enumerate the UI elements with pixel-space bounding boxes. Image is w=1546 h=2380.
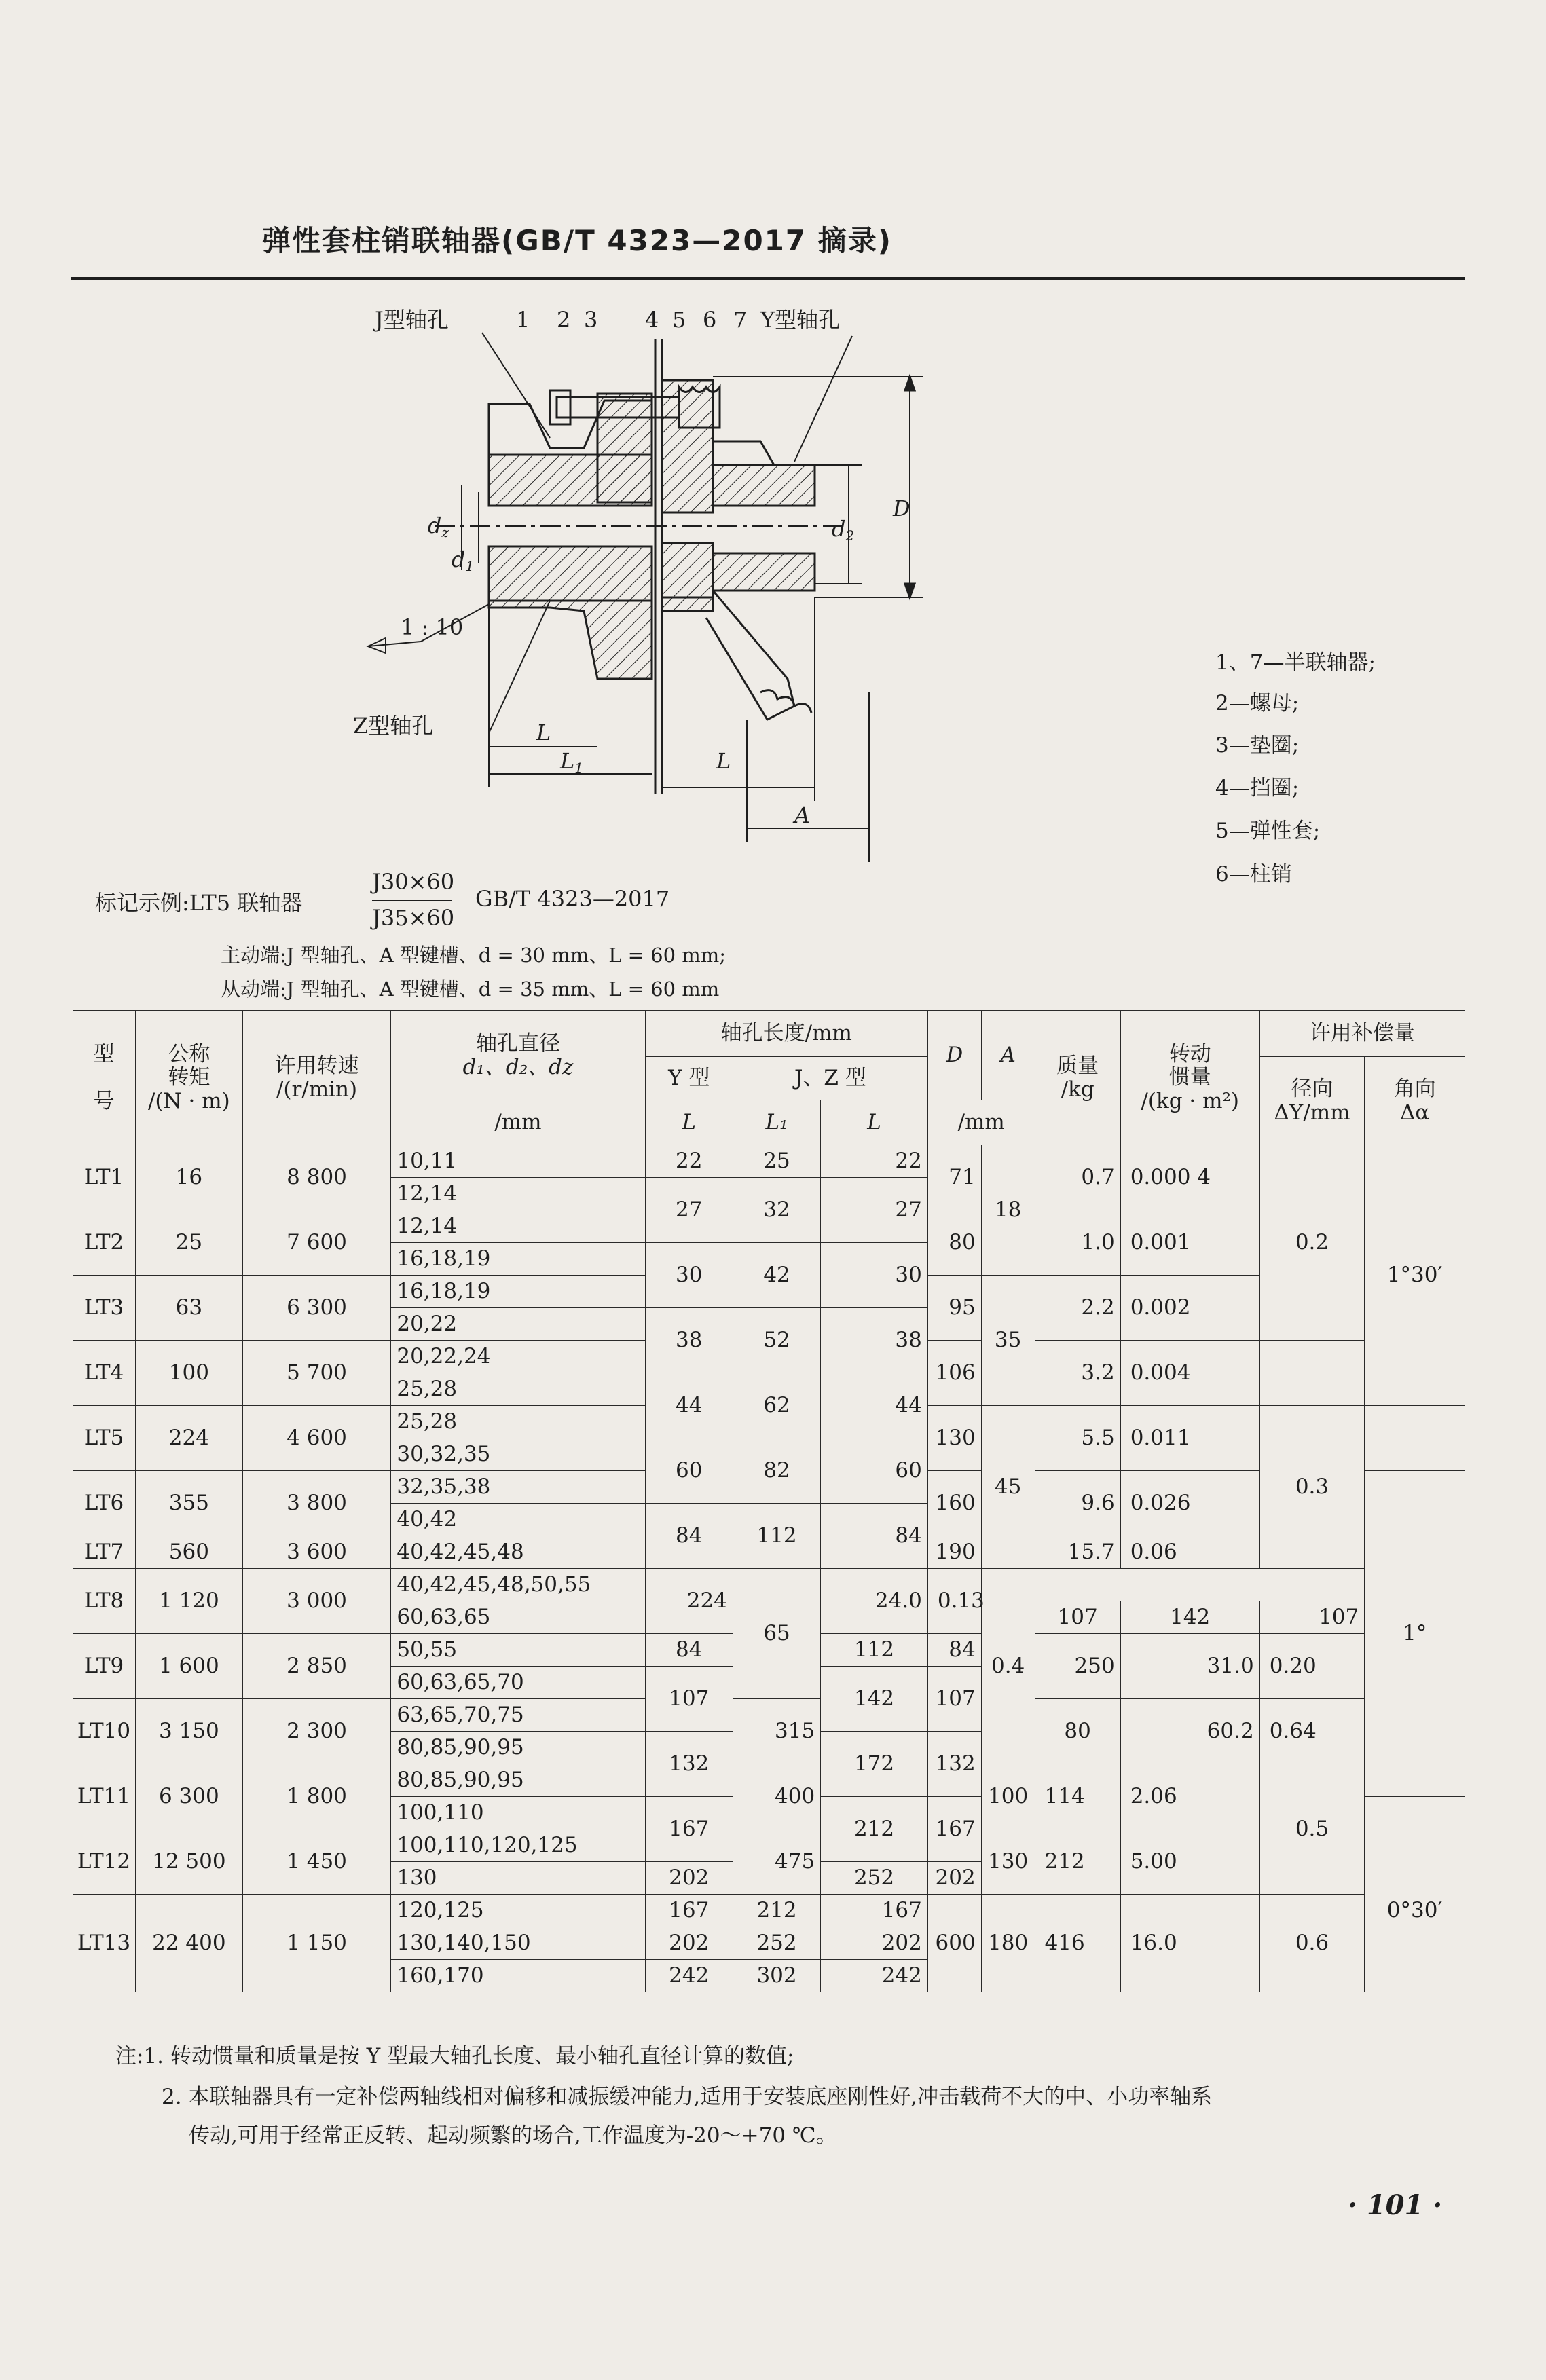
part-number-1: 1 xyxy=(516,307,530,333)
cell-model: LT11 xyxy=(73,1764,136,1829)
legend-item: 1、7—半联轴器; xyxy=(1215,650,1376,675)
cell-length-l1: 112 xyxy=(821,1634,928,1667)
cell-mass: 2.2 xyxy=(1035,1276,1120,1341)
cell-length-y: 44 xyxy=(645,1373,733,1438)
cell-radial: 0.6 xyxy=(1259,1895,1365,1992)
cell-torque: 560 xyxy=(136,1536,243,1569)
cell-mass: 1.0 xyxy=(1035,1210,1120,1276)
legend-item: 3—垫圈; xyxy=(1215,733,1300,758)
cell-length-y: 107 xyxy=(645,1667,733,1732)
cell-inertia: 2.06 xyxy=(1120,1764,1259,1829)
cell-model: LT12 xyxy=(73,1829,136,1895)
cell-radial: 0.3 xyxy=(1259,1406,1365,1569)
cell-torque: 63 xyxy=(136,1276,243,1341)
cell-torque: 355 xyxy=(136,1471,243,1536)
note-1: 注:1. 转动惯量和质量是按 Y 型最大轴孔长度、最小轴孔直径计算的数值; xyxy=(115,2044,794,2068)
cell-mass: 114 xyxy=(1035,1764,1120,1829)
cell-radial: 0.5 xyxy=(1259,1764,1365,1895)
cell-D: 80 xyxy=(927,1210,981,1276)
left-hub-lower-section xyxy=(489,546,652,601)
cell-length-y: 22 xyxy=(645,1145,733,1178)
th-compensation: 许用补偿量 xyxy=(1259,1011,1465,1057)
cell-torque: 1 120 xyxy=(136,1569,243,1634)
cell-A: 45 xyxy=(981,1406,1035,1569)
cell-length-l: 202 xyxy=(927,1862,981,1895)
cell-bore: 30,32,35 xyxy=(391,1438,645,1471)
part-number-4: 4 xyxy=(645,307,659,333)
cell-length-l: 242 xyxy=(821,1960,928,1992)
th-mass: 质量 /kg xyxy=(1035,1011,1120,1145)
cell-D: 600 xyxy=(927,1895,981,1992)
cell-D: 315 xyxy=(733,1699,820,1764)
th-speed: 许用转速 /(r/min) xyxy=(242,1011,391,1145)
cell-D: 71 xyxy=(927,1145,981,1210)
cell-mass: 5.5 xyxy=(1035,1406,1120,1471)
cell-inertia: 5.00 xyxy=(1120,1829,1259,1895)
cell-bore: 100,110 xyxy=(391,1797,645,1829)
cell-D: 106 xyxy=(927,1341,981,1406)
cell-speed: 1 150 xyxy=(242,1895,391,1992)
cell-length-l: 27 xyxy=(821,1178,928,1243)
cell-length-l1: 32 xyxy=(733,1178,820,1243)
cell-speed: 6 300 xyxy=(242,1276,391,1341)
cell-length-l1: 252 xyxy=(821,1862,928,1895)
th-jz-type: J、Z 型 xyxy=(733,1057,927,1100)
legend-item: 4—挡圈; xyxy=(1215,776,1300,800)
cell-D: 190 xyxy=(927,1536,981,1569)
driven-end-spec: 从动端:J 型轴孔、A 型键槽、d = 35 mm、L = 60 mm xyxy=(221,978,720,1001)
cell-A: 80 xyxy=(1035,1699,1120,1764)
cell-length-l: 38 xyxy=(821,1308,928,1373)
cell-angular: 1° xyxy=(1365,1471,1465,1797)
cell-mass: 416 xyxy=(1035,1895,1120,1992)
cell-torque: 22 400 xyxy=(136,1895,243,1992)
th-model: 型 号 xyxy=(73,1011,136,1145)
th-angular: 角向 Δα xyxy=(1365,1057,1465,1145)
th-y-type: Y 型 xyxy=(645,1057,733,1100)
cell-length-l: 44 xyxy=(821,1373,928,1438)
dim-A: A xyxy=(794,802,811,828)
cell-length-l1: 252 xyxy=(733,1927,820,1960)
cell-length-y: 167 xyxy=(645,1895,733,1927)
cell-A: 18 xyxy=(981,1145,1035,1276)
cell-inertia: 16.0 xyxy=(1120,1895,1259,1992)
cell-length-l: 84 xyxy=(821,1504,928,1569)
part-number-6: 6 xyxy=(703,307,717,333)
right-flange-upper xyxy=(662,380,713,513)
cell-length-l1: 212 xyxy=(733,1895,820,1927)
cell-torque: 3 150 xyxy=(136,1699,243,1764)
cell-D: 250 xyxy=(1035,1634,1120,1699)
th-L-jz: L xyxy=(821,1100,928,1145)
cell-bore: 25,28 xyxy=(391,1406,645,1438)
cell-inertia: 0.011 xyxy=(1120,1406,1259,1471)
cell-bore: 40,42,45,48 xyxy=(391,1536,645,1569)
left-flange-upper xyxy=(597,394,652,502)
cell-length-y: 202 xyxy=(645,1927,733,1960)
cell-length-l1: 52 xyxy=(733,1308,820,1373)
cell-model: LT7 xyxy=(73,1536,136,1569)
cell-mass: 9.6 xyxy=(1035,1471,1120,1536)
j-bore-label: J型轴孔 xyxy=(375,307,449,333)
cell-bore: 20,22 xyxy=(391,1308,645,1341)
legend-item: 2—螺母; xyxy=(1215,691,1300,715)
cell-length-l: 84 xyxy=(927,1634,981,1667)
cell-D: 130 xyxy=(927,1406,981,1471)
cell-angular: 0°30′ xyxy=(1365,1829,1465,1992)
cell-length-y: 30 xyxy=(645,1243,733,1308)
cell-mass: 31.0 xyxy=(1120,1634,1259,1699)
cell-A: 180 xyxy=(981,1895,1035,1992)
cell-bore: 130 xyxy=(391,1862,645,1895)
cell-bore: 20,22,24 xyxy=(391,1341,645,1373)
cell-speed: 1 800 xyxy=(242,1764,391,1829)
dim-L-left: L xyxy=(536,720,551,745)
part-number-2: 2 xyxy=(557,307,571,333)
dim-L1: L1 xyxy=(560,748,583,776)
y-bore-label: Y型轴孔 xyxy=(760,307,841,333)
cell-bore: 50,55 xyxy=(391,1634,645,1667)
cell-length-l1: 302 xyxy=(733,1960,820,1992)
right-hub-upper xyxy=(713,465,815,506)
cell-length-l1: 142 xyxy=(1120,1601,1259,1634)
cell-inertia: 0.13 xyxy=(927,1569,981,1634)
cell-speed: 2 300 xyxy=(242,1699,391,1764)
th-L1: L₁ xyxy=(733,1100,820,1145)
z-bore-label: Z型轴孔 xyxy=(353,713,434,739)
cell-bore: 16,18,19 xyxy=(391,1276,645,1308)
th-A: A xyxy=(981,1011,1035,1100)
cell-D: 95 xyxy=(927,1276,981,1341)
cell-A: 65 xyxy=(733,1569,820,1699)
cell-inertia: 0.026 xyxy=(1120,1471,1259,1536)
cell-bore: 32,35,38 xyxy=(391,1471,645,1504)
cell-length-l1: 42 xyxy=(733,1243,820,1308)
dim-d2: d2 xyxy=(832,516,855,544)
cell-bore: 40,42,45,48,50,55 xyxy=(391,1569,645,1601)
dim-dz: dz xyxy=(428,513,449,540)
cell-inertia: 0.64 xyxy=(1259,1699,1365,1764)
legend-item: 5—弹性套; xyxy=(1215,819,1321,843)
cell-mass: 24.0 xyxy=(821,1569,928,1634)
cell-mass: 60.2 xyxy=(1120,1699,1259,1764)
cell-speed: 4 600 xyxy=(242,1406,391,1471)
note-2-line2: 传动,可用于经常正反转、起动频繁的场合,工作温度为-20～+70 ℃。 xyxy=(189,2123,837,2148)
cell-speed: 5 700 xyxy=(242,1341,391,1406)
cell-length-l: 22 xyxy=(821,1145,928,1178)
cell-length-l: 167 xyxy=(927,1797,981,1862)
cell-model: LT8 xyxy=(73,1569,136,1634)
cell-bore: 60,63,65 xyxy=(391,1601,645,1634)
cell-length-l: 60 xyxy=(821,1438,928,1504)
cell-bore: 60,63,65,70 xyxy=(391,1667,645,1699)
cell-speed: 2 850 xyxy=(242,1634,391,1699)
drive-end-spec: 主动端:J 型轴孔、A 型键槽、d = 30 mm、L = 60 mm; xyxy=(221,944,726,967)
th-inertia: 转动 惯量 /(kg · m²) xyxy=(1120,1011,1259,1145)
cell-length-l1: 142 xyxy=(821,1667,928,1732)
marking-denominator: J35×60 xyxy=(372,905,455,931)
cell-mass: 0.7 xyxy=(1035,1145,1120,1210)
cell-angular: 1°30′ xyxy=(1365,1145,1465,1406)
cell-length-y: 60 xyxy=(645,1438,733,1504)
cell-length-l: 167 xyxy=(821,1895,928,1927)
right-flange-lower xyxy=(662,543,713,611)
part-number-3: 3 xyxy=(584,307,598,333)
dim-d1: d1 xyxy=(452,546,475,574)
coupling-diagram xyxy=(326,299,937,882)
cell-mass: 15.7 xyxy=(1035,1536,1120,1569)
th-bore-length: 轴孔长度/mm xyxy=(645,1011,927,1057)
cell-A: 35 xyxy=(981,1276,1035,1406)
cell-length-y: 27 xyxy=(645,1178,733,1243)
cell-length-l: 30 xyxy=(821,1243,928,1308)
nut xyxy=(550,390,570,424)
fraction-bar xyxy=(372,900,452,901)
pin-tilted xyxy=(706,591,794,720)
cell-inertia: 0.004 xyxy=(1120,1341,1259,1406)
cell-length-l1: 172 xyxy=(821,1732,928,1797)
right-hub-lower xyxy=(713,553,815,591)
cell-length-y: 107 xyxy=(1035,1601,1120,1634)
cell-bore: 63,65,70,75 xyxy=(391,1699,645,1732)
part-number-7: 7 xyxy=(733,307,748,333)
page-title: 弹性套柱销联轴器(GB/T 4323—2017 摘录) xyxy=(262,224,892,257)
cell-bore: 25,28 xyxy=(391,1373,645,1406)
cell-model: LT3 xyxy=(73,1276,136,1341)
cell-bore: 12,14 xyxy=(391,1178,645,1210)
th-DA-unit: /mm xyxy=(927,1100,1035,1145)
th-bore-unit: /mm xyxy=(391,1100,645,1145)
cell-bore: 80,85,90,95 xyxy=(391,1764,645,1797)
cell-model: LT9 xyxy=(73,1634,136,1699)
marking-standard: GB/T 4323—2017 xyxy=(475,886,670,912)
cell-length-l: 107 xyxy=(1259,1601,1365,1634)
cell-model: LT13 xyxy=(73,1895,136,1992)
th-radial: 径向 ΔY/mm xyxy=(1259,1057,1365,1145)
cell-D: 160 xyxy=(927,1471,981,1536)
cell-torque: 6 300 xyxy=(136,1764,243,1829)
cell-speed: 3 000 xyxy=(242,1569,391,1634)
cell-length-l1: 25 xyxy=(733,1145,820,1178)
cell-bore: 160,170 xyxy=(391,1960,645,1992)
title-rule xyxy=(71,277,1465,280)
note-2-line1: 2. 本联轴器具有一定补偿两轴线相对偏移和减振缓冲能力,适用于安装底座刚性好,冲击载荷不大的中、小功率轴系 xyxy=(162,2085,1213,2109)
marking-prefix: 标记示例:LT5 联轴器 xyxy=(95,890,303,916)
cell-bore: 100,110,120,125 xyxy=(391,1829,645,1862)
cell-bore: 12,14 xyxy=(391,1210,645,1243)
cell-torque: 100 xyxy=(136,1341,243,1406)
cell-bore: 80,85,90,95 xyxy=(391,1732,645,1764)
cell-length-l1: 212 xyxy=(821,1797,928,1862)
cell-length-y: 84 xyxy=(645,1504,733,1569)
cell-length-l1: 82 xyxy=(733,1438,820,1504)
cell-model: LT10 xyxy=(73,1699,136,1764)
cell-speed: 8 800 xyxy=(242,1145,391,1210)
cell-radial: 0.4 xyxy=(981,1569,1035,1764)
th-torque: 公称 转矩 /(N · m) xyxy=(136,1011,243,1145)
cell-torque: 16 xyxy=(136,1145,243,1210)
cell-D: 400 xyxy=(733,1764,820,1829)
cell-bore: 130,140,150 xyxy=(391,1927,645,1960)
cell-torque: 12 500 xyxy=(136,1829,243,1895)
cell-inertia: 0.002 xyxy=(1120,1276,1259,1341)
cell-length-l: 132 xyxy=(927,1732,981,1797)
cell-bore: 16,18,19 xyxy=(391,1243,645,1276)
cell-torque: 1 600 xyxy=(136,1634,243,1699)
cell-A: 100 xyxy=(981,1764,1035,1829)
legend-item: 6—柱销 xyxy=(1215,862,1292,887)
cell-mass: 3.2 xyxy=(1035,1341,1120,1406)
cell-model: LT2 xyxy=(73,1210,136,1276)
cell-inertia: 0.06 xyxy=(1120,1536,1259,1569)
cell-A: 130 xyxy=(981,1829,1035,1895)
cell-speed: 7 600 xyxy=(242,1210,391,1276)
cell-length-l: 107 xyxy=(927,1667,981,1732)
cell-torque: 25 xyxy=(136,1210,243,1276)
cell-model: LT5 xyxy=(73,1406,136,1471)
cell-radial: 0.2 xyxy=(1259,1145,1365,1341)
cell-length-l1: 112 xyxy=(733,1504,820,1569)
cell-length-y: 132 xyxy=(645,1732,733,1797)
coupling-spec-table xyxy=(73,1010,1465,1992)
part-number-5: 5 xyxy=(672,307,686,333)
cell-inertia: 0.001 xyxy=(1120,1210,1259,1276)
cell-D: 475 xyxy=(733,1829,820,1895)
cell-length-y: 38 xyxy=(645,1308,733,1373)
cell-length-y: 84 xyxy=(645,1634,733,1667)
cell-speed: 3 600 xyxy=(242,1536,391,1569)
cell-length-l: 202 xyxy=(821,1927,928,1960)
cell-bore: 10,11 xyxy=(391,1145,645,1178)
cell-mass: 212 xyxy=(1035,1829,1120,1895)
dim-D: D xyxy=(893,496,910,521)
cell-length-y: 242 xyxy=(645,1960,733,1992)
cell-speed: 3 800 xyxy=(242,1471,391,1536)
th-bore-diameter: 轴孔直径 d₁、d₂、dz xyxy=(391,1011,645,1100)
cell-model: LT6 xyxy=(73,1471,136,1536)
cell-length-y: 202 xyxy=(645,1862,733,1895)
cell-model: LT1 xyxy=(73,1145,136,1210)
cell-bore: 120,125 xyxy=(391,1895,645,1927)
cell-inertia: 0.20 xyxy=(1259,1634,1365,1699)
cell-torque: 224 xyxy=(136,1406,243,1471)
th-L-y: L xyxy=(645,1100,733,1145)
page-number: · 101 · xyxy=(1348,2189,1443,2221)
cell-inertia: 0.000 4 xyxy=(1120,1145,1259,1210)
cell-model: LT4 xyxy=(73,1341,136,1406)
left-flange-lower xyxy=(489,601,652,679)
taper-label: 1 : 10 xyxy=(401,614,464,640)
th-D: D xyxy=(927,1011,981,1100)
cell-D: 224 xyxy=(645,1569,733,1634)
cell-bore: 40,42 xyxy=(391,1504,645,1536)
marking-numerator: J30×60 xyxy=(372,869,455,895)
dim-L-right: L xyxy=(716,748,731,774)
cell-length-l1: 62 xyxy=(733,1373,820,1438)
cell-speed: 1 450 xyxy=(242,1829,391,1895)
cell-length-y: 167 xyxy=(645,1797,733,1862)
